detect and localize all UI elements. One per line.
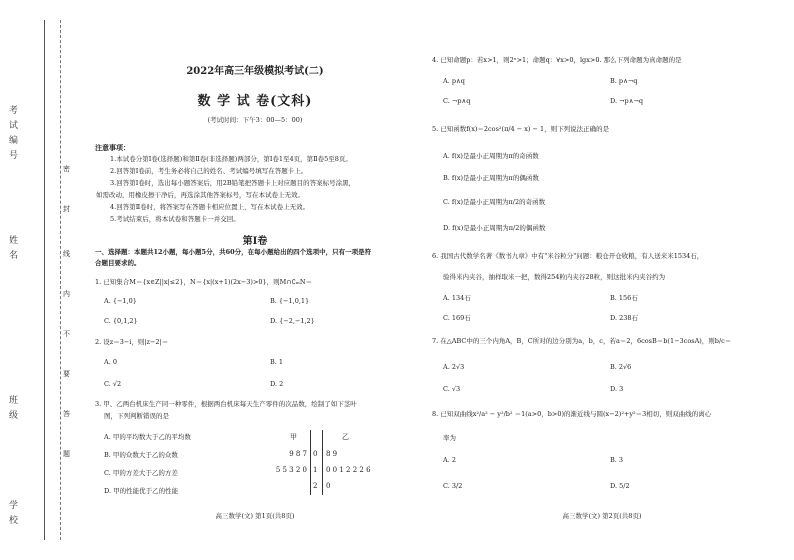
q7-stem: 7. 在△ABC中的三个内角A，B，C所对的边分别为a，b，c，若a＝2，6cosB＝b(1−3cosA)，则b/c＝ xyxy=(432,337,732,345)
q4-option-d: D. ¬p∧¬q xyxy=(610,97,644,105)
q8-stem: 率为 xyxy=(443,434,456,442)
stem-leaf-header-right: 乙 xyxy=(342,433,349,441)
stem-leaf-stem: 1 xyxy=(313,466,318,474)
q6-stem: 6. 我国古代数学名著《数书九章》中有"米谷粒分"问题：粮仓开仓收粮，有人送来米1534石， xyxy=(432,252,704,260)
seal-char-2: 封 xyxy=(63,205,70,213)
note-item: 3.回答第Ⅰ卷时，选出每小题答案后，用2B铅笔把答题卡上对应题目的答案标号涂黑， xyxy=(110,179,356,187)
stem-leaf-stem: 2 xyxy=(313,482,318,490)
q1-option-b: B. {−1,0,1} xyxy=(270,297,310,305)
seal-char-5: 不 xyxy=(63,330,70,338)
q4-option-a: A. p∧q xyxy=(443,77,465,85)
q8-stem: 8. 已知双曲线x²/a² − y²/b² ＝1(a>0，b>0)的渐近线与圆(x−2)²+y²＝3相切，则双曲线的离心 xyxy=(432,410,712,418)
seal-char-4: 内 xyxy=(63,290,70,298)
q1-stem: 1. 已知集合M＝{x∈Z||x|≤2}，N＝{x|(x+1)(2x−3)>0}，则M∩∁ₘN＝ xyxy=(95,278,313,286)
seal-line xyxy=(60,20,61,540)
q7-option-c: C. √3 xyxy=(443,385,461,393)
exam-subject: 数 学 试 卷(文科) xyxy=(197,94,313,109)
q3-stem: 图，下列判断错误的是 xyxy=(104,412,169,420)
seal-char-8: 题 xyxy=(63,450,70,458)
class-label: 班级 xyxy=(7,395,17,425)
q6-option-b: B. 156石 xyxy=(610,294,638,302)
seal-char-3: 线 xyxy=(63,250,70,258)
stem-divider-right xyxy=(322,430,323,495)
q4-option-b: B. p∧¬q xyxy=(610,77,638,85)
note-item: 5.考试结束后，将本试卷和答题卡一并交回。 xyxy=(110,215,240,223)
q6-option-a: A. 134石 xyxy=(443,294,471,302)
q5-option-a: A. f(x)是最小正周期为π的奇函数 xyxy=(443,152,539,160)
part1-heading: 第Ⅰ卷 xyxy=(242,236,268,247)
exam-title: 2022年高三年级模拟考试(二) xyxy=(186,66,324,77)
part1-instruction: 一、选择题：本题共12小题，每小题5分，共60分，在每小题给出的四个选项中，只有一项是符 xyxy=(95,248,372,256)
stem-leaf-right-leaves: 0 xyxy=(326,482,331,490)
q4-stem: 4. 已知命题p：若x>1，则2ˣ>1；命题q：∀x>0，lgx>0. 那么下列命题为真命题的是 xyxy=(432,56,682,64)
stem-leaf-left-leaves: 5 5 3 2 0 xyxy=(275,466,307,474)
exam-number-label: 考试编号 xyxy=(7,105,17,165)
binding-line xyxy=(44,20,45,540)
q6-stem: 验得米内夹谷，抽样取米一把，数得254粒内夹谷28粒，则这批米内夹谷约为 xyxy=(443,273,666,281)
q1-option-d: D. {−2,−1,2} xyxy=(270,317,315,325)
q2-option-d: D. 2 xyxy=(270,380,284,388)
q3-option-b: B. 甲的众数大于乙的众数 xyxy=(104,451,178,459)
q3-stem: 3. 甲、乙两台机床生产同一种零件，根据两台机床每天生产零件的次品数，绘制了如下茎叶 xyxy=(95,400,357,408)
q2-option-a: A. 0 xyxy=(104,358,117,366)
q3-option-a: A. 甲的平均数大于乙的平均数 xyxy=(104,433,191,441)
q4-option-c: C. ¬p∧q xyxy=(443,97,471,105)
q6-option-d: D. 238石 xyxy=(610,314,639,322)
q5-stem: 5. 已知函数f(x)＝2cos²(π/4 − x) − 1，则下列说法正确的是 xyxy=(432,125,610,133)
q1-option-a: A. {−1,0} xyxy=(104,297,137,305)
stem-leaf-right-leaves: 8 9 xyxy=(326,450,338,458)
q5-option-b: B. f(x)是最小正周期为π的偶函数 xyxy=(443,174,539,182)
q8-option-a: A. 2 xyxy=(443,456,456,464)
q5-option-c: C. f(x)是最小正周期为π/2的奇函数 xyxy=(443,198,546,206)
stem-divider-left xyxy=(310,430,311,495)
stem-leaf-header-left: 甲 xyxy=(290,433,297,441)
part1-instruction: 合题目要求的。 xyxy=(95,259,141,267)
exam-time: (考试时间：下午3：00—5：00) xyxy=(207,116,303,124)
q6-option-c: C. 169石 xyxy=(443,314,471,322)
q2-option-c: C. √2 xyxy=(104,380,122,388)
q7-option-a: A. 2√3 xyxy=(443,363,465,371)
seal-char-1: 密 xyxy=(63,165,70,173)
footer-right: 高三数学(文) 第2页(共8页) xyxy=(562,512,642,520)
q1-option-c: C. {0,1,2} xyxy=(104,317,138,325)
note-item: 2.回答第Ⅰ卷前，考生务必将自己的姓名、考试编号填写在答题卡上。 xyxy=(110,167,308,175)
seal-char-6: 要 xyxy=(63,370,70,378)
note-item: 1.本试卷分第Ⅰ卷(选择题)和第Ⅱ卷(非选择题)两部分，第Ⅰ卷1至4页，第Ⅱ卷5至8页。 xyxy=(110,155,352,163)
footer-left: 高三数学(文) 第1页(共8页) xyxy=(215,512,295,520)
notes-heading: 注意事项： xyxy=(95,143,130,152)
name-label: 姓名 xyxy=(7,235,17,265)
q8-option-c: C. 3/2 xyxy=(443,482,463,490)
q3-option-c: C. 甲的方差大于乙的方差 xyxy=(104,469,178,477)
school-label: 学校 xyxy=(7,500,17,530)
q2-option-b: B. 1 xyxy=(270,358,284,366)
q5-option-d: D. f(x)是最小正周期为π/2的偶函数 xyxy=(443,224,546,232)
stem-leaf-right-leaves: 0 0 1 2 2 2 6 xyxy=(326,466,371,474)
stem-leaf-stem: 0 xyxy=(313,450,318,458)
q8-option-b: B. 3 xyxy=(610,456,624,464)
q2-stem: 2. 设z＝3−i，则|z−2|＝ xyxy=(95,338,169,346)
seal-char-7: 答 xyxy=(63,410,70,418)
q3-option-d: D. 甲的性能优于乙的性能 xyxy=(104,487,179,495)
note-item: 如需改动，用橡皮擦干净后，再选涂其他答案标号，写在本试卷上无效。 xyxy=(96,191,304,199)
stem-leaf-left-leaves: 9 8 7 xyxy=(289,450,307,458)
note-item: 4.回答第Ⅱ卷时，将答案写在答题卡相应位置上，写在本试卷上无效。 xyxy=(110,203,310,211)
q8-option-d: D. 5/2 xyxy=(610,482,630,490)
q7-option-d: D. 3 xyxy=(610,385,624,393)
q7-option-b: B. 2√6 xyxy=(610,363,632,371)
